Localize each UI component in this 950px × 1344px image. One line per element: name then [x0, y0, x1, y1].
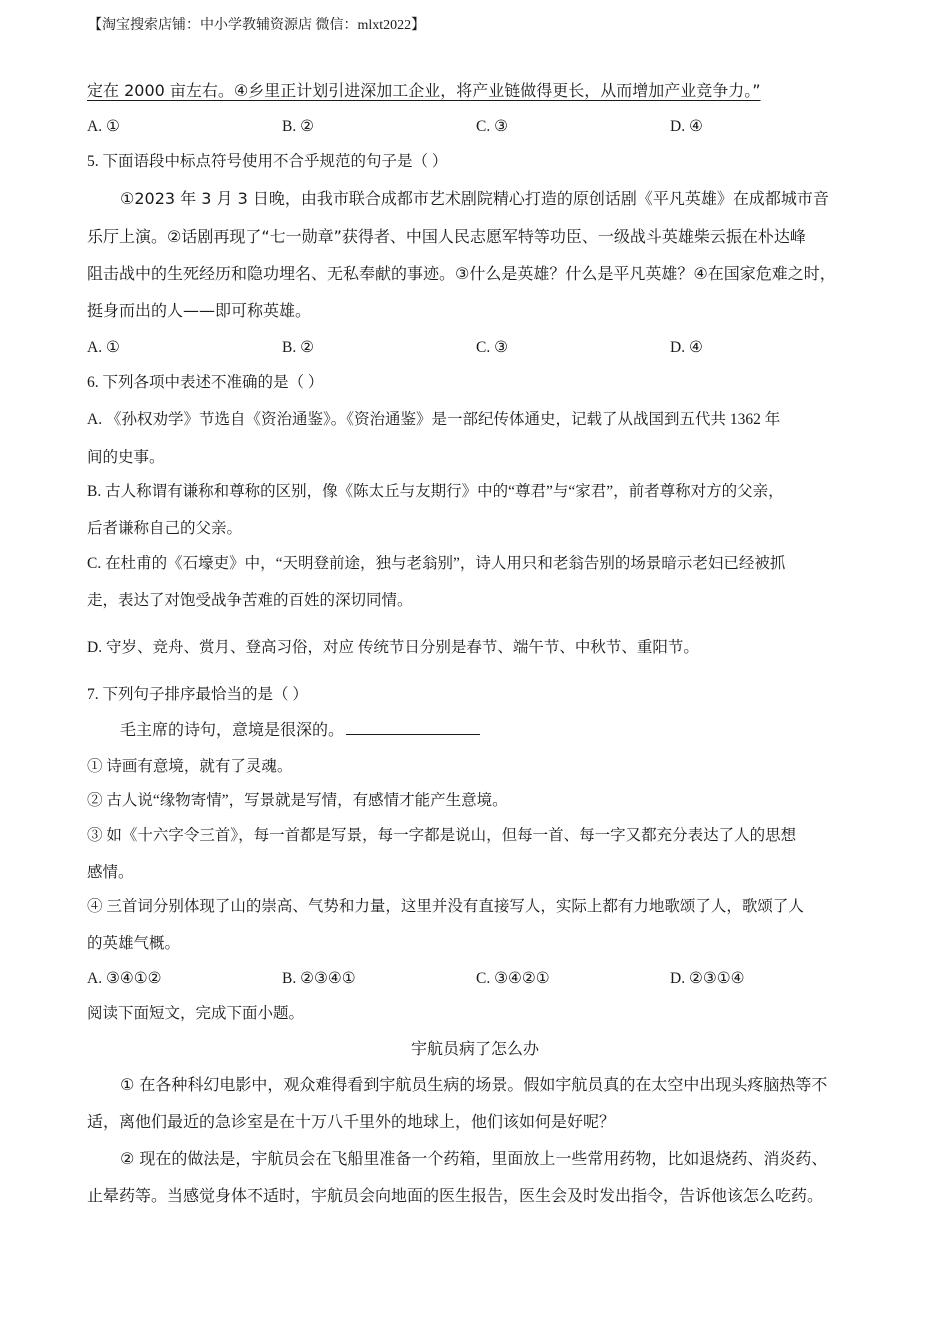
q4-option-c: C. ③	[476, 118, 508, 135]
q5-option-b: B. ②	[282, 339, 314, 356]
q5-passage-line: 挺身而出的人——即可称英雄。	[87, 301, 312, 320]
q5-option-c: C. ③	[476, 339, 508, 356]
q7-sentence: ③ 如《十六字令三首》，每一首都是写景，每一字都是说山，但每一首、每一字又都充分表达了人的思想	[87, 827, 797, 844]
q5-stem: 5. 下面语段中标点符号使用不合乎规范的句子是（ ）	[87, 153, 448, 170]
q7-lead-sentence	[120, 720, 480, 740]
q7-lead-text: 毛主席的诗句，意境是很深的。	[120, 720, 345, 739]
q6-option-text: C. 在杜甫的《石壕吏》中，“天明登前途，独与老翁别”，诗人用只和老翁告别的场景暗示老妇已经被抓	[87, 555, 786, 572]
q7-option-d: D. ②③①④	[670, 970, 745, 987]
reading-intro: 阅读下面短文，完成下面小题。	[87, 1005, 305, 1022]
q5-passage-line: 阻击战中的生死经历和隐功埋名、无私奉献的事迹。③什么是英雄？什么是平凡英雄？④在国家危难之时，	[87, 264, 836, 283]
q5-passage-line: 乐厅上演。②话剧再现了“七一勋章”获得者、中国人民志愿军特等功臣、一级战斗英雄柴云振在朴达峰	[87, 227, 806, 246]
q4-option-d: D. ④	[670, 118, 703, 135]
q7-sentence: 感情。	[87, 864, 134, 881]
passage-line: ② 现在的做法是，宇航员会在飞船里准备一个药箱，里面放上一些常用药物，比如退烧药、消炎药、	[120, 1149, 828, 1168]
q7-sentence: 的英雄气概。	[87, 935, 181, 952]
q4-option-b: B. ②	[282, 118, 314, 135]
q7-sentence: ④ 三首词分别体现了山的崇高、气势和力量，这里并没有直接写人，实际上都有力地歌颂了人，歌颂了人	[87, 898, 804, 915]
q5-option-d: D. ④	[670, 339, 703, 356]
passage-title: 宇航员病了怎么办	[410, 1039, 539, 1058]
page-header: 【淘宝搜索店铺：中小学教辅资源店 微信：mlxt2022】	[88, 18, 426, 33]
q6-option-text: A. 《孙权劝学》节选自《资治通鉴》。《资治通鉴》是一部纪传体通史，记载了从战国到五代共 1362 年	[87, 411, 781, 428]
q6-option-text: 走，表达了对饱受战争苦难的百姓的深切同情。	[87, 592, 413, 609]
q7-option-c: C. ③④②①	[476, 970, 550, 987]
q7-option-a: A. ③④①②	[87, 970, 162, 987]
q6-option-text: 后者谦称自己的父亲。	[87, 520, 243, 537]
q5-option-a: A. ①	[87, 339, 120, 356]
q7-sentence: ① 诗画有意境，就有了灵魂。	[87, 758, 293, 775]
q5-passage-line: ①2023 年 3 月 3 日晚，由我市联合成都市艺术剧院精心打造的原创话剧《平凡英雄》在成都城市音	[120, 189, 829, 208]
passage-line: 止晕药等。当感觉身体不适时，宇航员会向地面的医生报告，医生会及时发出指令，告诉他该怎么吃药。	[87, 1186, 824, 1205]
q6-stem: 6. 下列各项中表述不准确的是（ ）	[87, 374, 324, 391]
passage-line: ① 在各种科幻电影中，观众难得看到宇航员生病的场景。假如宇航员真的在太空中出现头疼脑热等不	[120, 1075, 828, 1094]
answer-blank	[346, 720, 480, 735]
q7-sentence: ② 古人说“缘物寄情”，写景就是写情，有感情才能产生意境。	[87, 792, 508, 809]
q4-tail-text: 定在 2000 亩左右。④乡里正计划引进深加工企业，将产业链做得更长，从而增加产业竞争力。”	[87, 81, 761, 100]
q6-option-text: D. 守岁、竞舟、赏月、登高习俗，对应 传统节日分别是春节、端午节、中秋节、重阳节。	[87, 639, 699, 656]
q7-stem: 7. 下列句子排序最恰当的是（ ）	[87, 686, 308, 703]
q7-option-b: B. ②③④①	[282, 970, 356, 987]
q4-option-a: A. ①	[87, 118, 120, 135]
q6-option-text: B. 古人称谓有谦称和尊称的区别，像《陈太丘与友期行》中的“尊君”与“家君”，前者尊称对方的父亲，	[87, 483, 784, 500]
q6-option-text: 间的史事。	[87, 449, 165, 466]
passage-line: 适，离他们最近的急诊室是在十万八千里外的地球上，他们该如何是好呢？	[87, 1112, 616, 1131]
